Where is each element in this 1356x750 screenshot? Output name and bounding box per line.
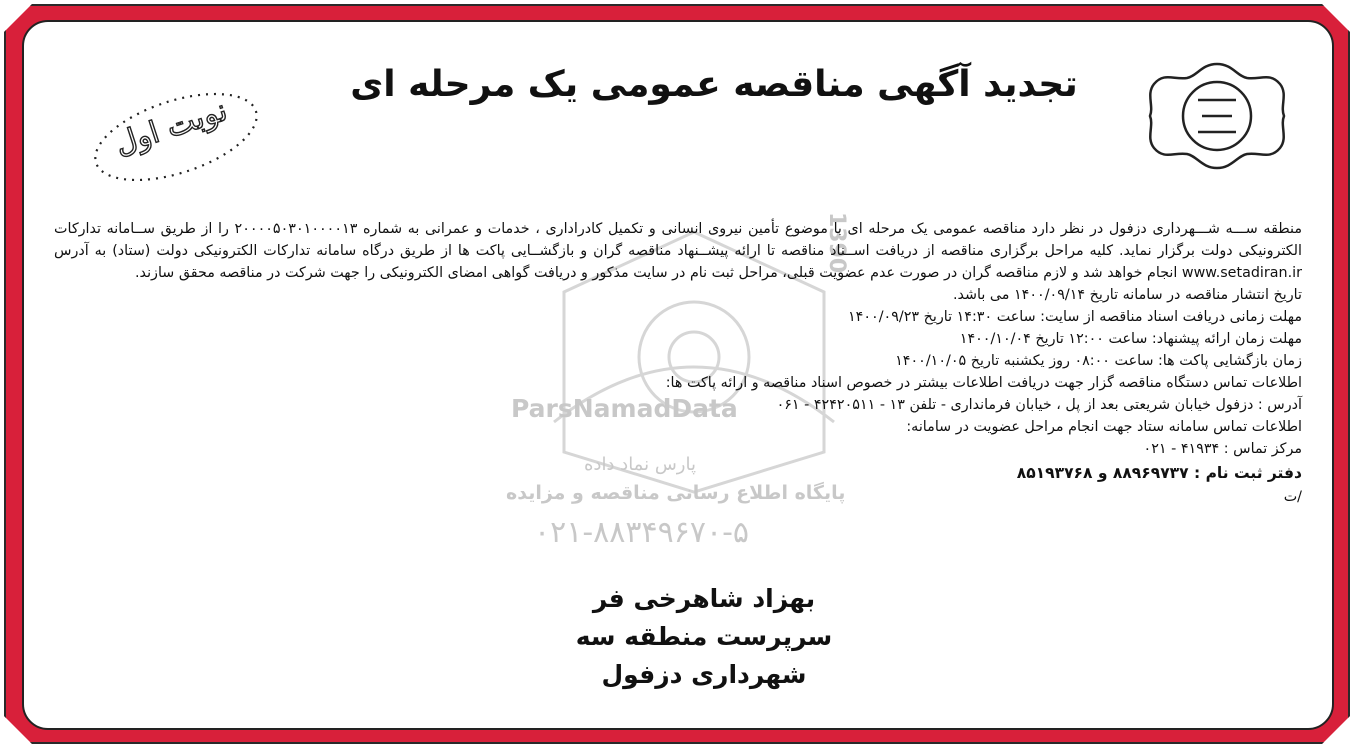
- stamp-text: نوبت اول: [110, 92, 232, 163]
- watermark-line1: پارس نماد داده: [584, 454, 696, 475]
- signatory-name: بهزاد شاهرخی فر: [592, 584, 816, 613]
- setad-contact-heading: اطلاعات تماس سامانه ستاد جهت انجام مراحل عضویت در سامانه:: [906, 419, 1302, 435]
- signatory-title: سرپرست منطقه سه: [575, 622, 833, 651]
- call-center-line: مرکز تماس : ۴۱۹۳۴ - ۰۲۱: [1143, 441, 1302, 457]
- notice-panel: [22, 20, 1334, 730]
- address-line: آدرس : دزفول خیابان شریعتی بعد از پل ، خیابان فرمانداری - تلفن ۱۳ - ۴۲۴۲۰۵۱۱ - ۰۶۱: [776, 397, 1302, 413]
- watermark-phone: ۰۲۱-۸۸۳۴۹۶۷۰-۵: [534, 515, 750, 550]
- municipality-logo: [1142, 60, 1292, 170]
- intro-paragraph: منطقه ســـه شـــهرداری دزفول در نظر دارد مناقصه عمومی یک مرحله ای با موضوع تأمین نیروی انسانی و تکمیل کادراداری ، خدمات و عمرانی به شماره ۲۰۰۰۰۵۰۳۰۱۰۰۰۰۱۳ را از طریق ســامانه تدارکات الکترونیکی دولت برگزار نماید. کلیه مراحل برگزاری مناقصه از دریافت اســناد مناقصه تا ارائه پیشــنهاد مناقصه گران و بازگشــایی پاکت ها از طریق درگاه سامانه تدارکات الکترونیکی دولت (ستاد) به آدرس www.setadiran.ir انجام خواهد شد و لازم مناقصه گران در صورت عدم عضویت قبلی، مراحل ثبت نام در سایت مذکور و دریافت گواهی امضای الکترونیکی را جهت شرکت در مناقصه محقق سازند.: [54, 221, 1303, 281]
- opening-time-line: زمان بازگشایی پاکت ها: ساعت ۰۸:۰۰ روز یکشنبه تاریخ ۱۴۰۰/۱۰/۰۵: [895, 353, 1302, 369]
- document-deadline-line: مهلت زمانی دریافت اسناد مناقصه از سایت: ساعت ۱۴:۳۰ تاریخ ۱۴۰۰/۰۹/۲۳: [847, 309, 1302, 325]
- notice-suffix: /ت: [1283, 489, 1302, 505]
- notice-body: [54, 218, 1302, 508]
- watermark-year: 1390: [824, 212, 849, 274]
- watermark-line2: پایگاه اطلاع رسانی مناقصه و مزایده: [506, 482, 846, 504]
- notice-title: تجدید آگهی مناقصه عمومی یک مرحله ای: [350, 64, 1078, 105]
- contact-info-heading: اطلاعات تماس دستگاه مناقصه گزار جهت دریافت اطلاعات بیشتر در خصوص اسناد مناقصه و ارائه پاکت ها:: [665, 375, 1302, 391]
- registry-office-line: دفتر ثبت نام : ۸۸۹۶۹۷۳۷ و ۸۵۱۹۳۷۶۸: [1016, 464, 1302, 482]
- publish-date-line: تاریخ انتشار مناقصه در سامانه تاریخ ۱۴۰۰/۰۹/۱۴ می باشد.: [952, 287, 1302, 303]
- signatory-organization: شهرداری دزفول: [601, 660, 807, 689]
- watermark-brand: ParsNamadData: [511, 394, 738, 423]
- proposal-deadline-line: مهلت زمان ارائه پیشنهاد: ساعت ۱۲:۰۰ تاریخ ۱۴۰۰/۱۰/۰۴: [959, 331, 1302, 347]
